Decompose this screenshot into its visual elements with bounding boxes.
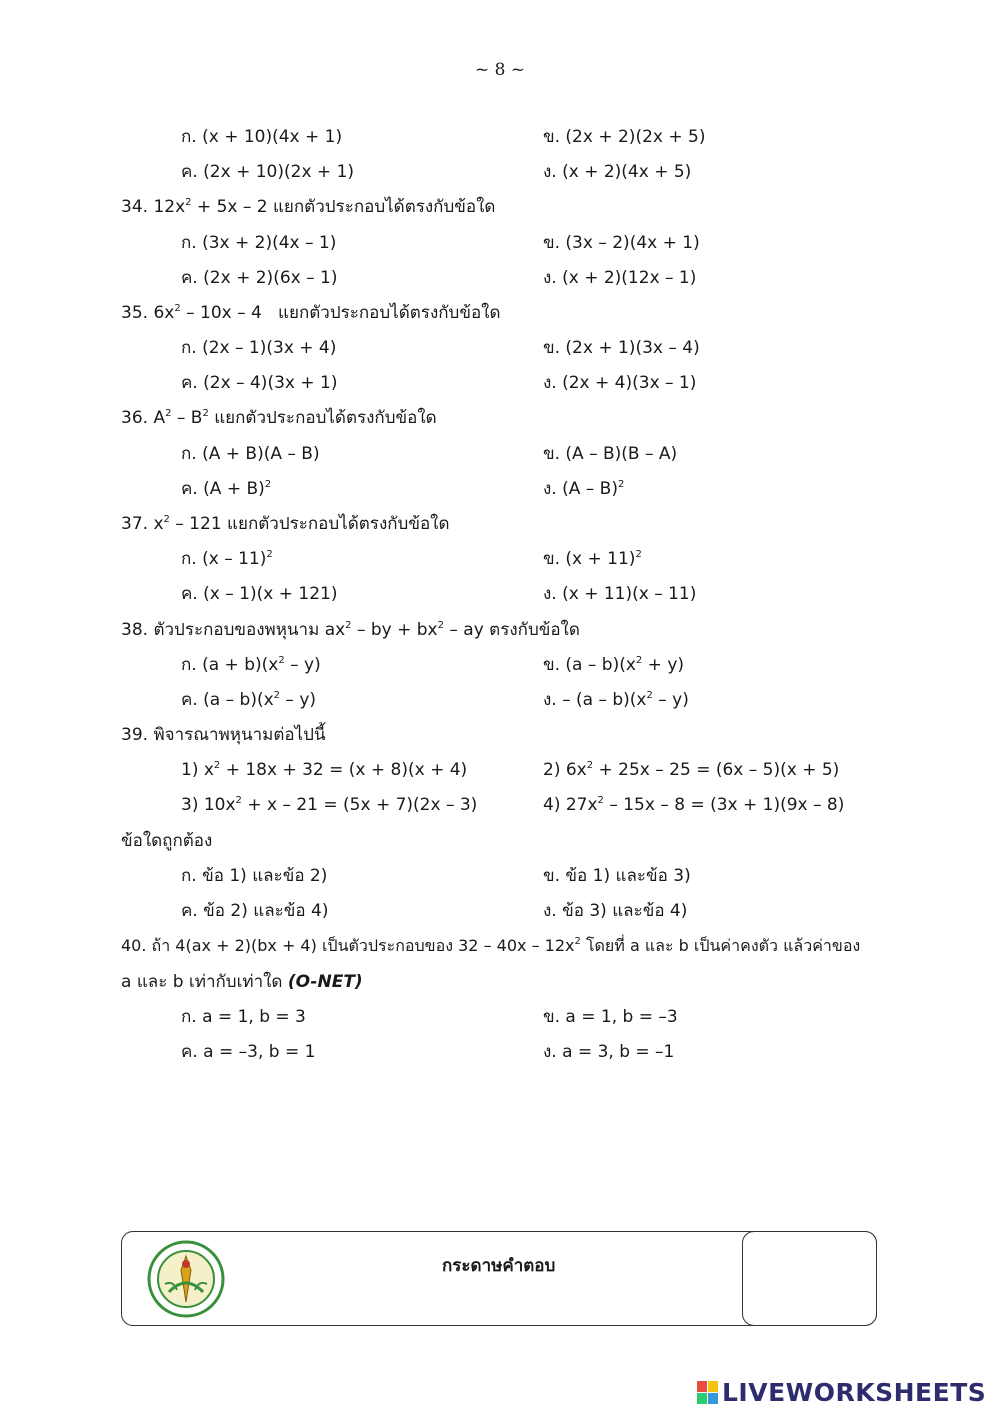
onet-tag: (O-NET) bbox=[287, 972, 363, 992]
q34-option-c: ค. (2x + 2)(6x – 1) bbox=[181, 268, 338, 288]
q34-option-d: ง. (x + 2)(12x – 1) bbox=[543, 268, 697, 288]
q39-option-d: ง. ข้อ 3) และข้อ 4) bbox=[543, 901, 688, 921]
q34-stem: 34. $12x^2 + 5x - 2$ แยกตัวประกอบได้ตรงกับข้อใด bbox=[121, 197, 496, 217]
q35-option-c: ค. (2x – 4)(3x + 1) bbox=[181, 373, 338, 393]
liveworksheets-brand: LIVEWORKSHEETS bbox=[722, 1378, 987, 1407]
q37-option-b: ข. $(x + 11)^2$ bbox=[543, 549, 642, 569]
q36-stem: 36. $A^2 - B^2$ แยกตัวประกอบได้ตรงกับข้อใด bbox=[121, 408, 437, 428]
q33-option-a: ก. (x + 10)(4x + 1) bbox=[181, 127, 343, 147]
q39-option-b: ข. ข้อ 1) และข้อ 3) bbox=[543, 866, 691, 886]
q36-option-c: ค. $(A + B)^2$ bbox=[181, 479, 272, 499]
q33-option-c: ค. (2x + 10)(2x + 1) bbox=[181, 162, 355, 182]
q35-stem: 35. $6x^2 - 10x - 4$ แยกตัวประกอบได้ตรงกับข้อใด bbox=[121, 303, 501, 323]
q40-stem-line1: 40. ถ้า 4(ax + 2)(bx + 4) เป็นตัวประกอบของ $32 - 40x - 12x^2$ โดยที่ a และ b เป็นค่าคงตัว แล้วค่าของ bbox=[121, 936, 861, 955]
q37-stem: 37. $x^2 - 121$ แยกตัวประกอบได้ตรงกับข้อใด bbox=[121, 514, 450, 534]
q35-option-d: ง. (2x + 4)(3x – 1) bbox=[543, 373, 697, 393]
q40-stem-line2: a และ b เท่ากับเท่าใด (O-NET) bbox=[121, 972, 363, 992]
q40-option-d: ง. a = 3, b = –1 bbox=[543, 1042, 675, 1062]
q35-option-a: ก. (2x – 1)(3x + 4) bbox=[181, 338, 337, 358]
answer-sheet-title: กระดาษคำตอบ bbox=[442, 1256, 556, 1276]
q33-option-b: ข. (2x + 2)(2x + 5) bbox=[543, 127, 706, 147]
q39-statement-3: 3) $10x^2 + x - 21 = (5x + 7)(2x - 3)$ bbox=[181, 795, 478, 815]
answer-input-box[interactable] bbox=[742, 1231, 877, 1326]
q39-statement-1: 1) $x^2 + 18x + 32 = (x + 8)(x + 4)$ bbox=[181, 760, 468, 780]
q39-option-c: ค. ข้อ 2) และข้อ 4) bbox=[181, 901, 329, 921]
q39-stem: 39. พิจารณาพหุนามต่อไปนี้ bbox=[121, 725, 326, 745]
q36-option-a: ก. (A + B)(A – B) bbox=[181, 444, 320, 464]
q38-option-b: ข. $(a - b)(x^2 + y)$ bbox=[543, 655, 685, 675]
q34-option-a: ก. (3x + 2)(4x – 1) bbox=[181, 233, 337, 253]
q37-option-a: ก. (x – 11)$^2$ bbox=[181, 549, 273, 569]
q37-option-c: ค. (x – 1)(x + 121) bbox=[181, 584, 338, 604]
q36-option-d: ง. (A – B)$^2$ bbox=[543, 479, 625, 499]
q35-option-b: ข. (2x + 1)(3x – 4) bbox=[543, 338, 700, 358]
q38-option-c: ค. $(a - b)(x^2 - y)$ bbox=[181, 690, 317, 710]
q39-question: ข้อใดถูกต้อง bbox=[121, 831, 213, 851]
school-logo-icon bbox=[147, 1240, 225, 1318]
q40-option-a: ก. a = 1, b = 3 bbox=[181, 1007, 306, 1027]
q38-stem: 38. ตัวประกอบของพหุนาม $ax^2$ – by + $bx^2$ – ay ตรงกับข้อใด bbox=[121, 620, 580, 640]
q39-statement-4: 4) $27x^2 - 15x - 8 = (3x + 1)(9x - 8)$ bbox=[543, 795, 845, 815]
q40-option-c: ค. a = –3, b = 1 bbox=[181, 1042, 316, 1062]
q37-option-d: ง. (x + 11)(x – 11) bbox=[543, 584, 697, 604]
page-number: ~ 8 ~ bbox=[474, 60, 526, 80]
q39-option-a: ก. ข้อ 1) และข้อ 2) bbox=[181, 866, 328, 886]
liveworksheets-logo-icon bbox=[697, 1381, 719, 1405]
q38-option-a: ก. $(a + b)(x^2 - y)$ bbox=[181, 655, 321, 675]
q38-option-d: ง. – $(a - b)(x^2 - y)$ bbox=[543, 690, 689, 710]
q39-statement-2: 2) $6x^2 + 25x - 25 = (6x - 5)(x + 5)$ bbox=[543, 760, 840, 780]
q34-option-b: ข. (3x – 2)(4x + 1) bbox=[543, 233, 700, 253]
q40-option-b: ข. a = 1, b = –3 bbox=[543, 1007, 678, 1027]
q33-option-d: ง. (x + 2)(4x + 5) bbox=[543, 162, 692, 182]
q36-option-b: ข. (A – B)(B – A) bbox=[543, 444, 678, 464]
